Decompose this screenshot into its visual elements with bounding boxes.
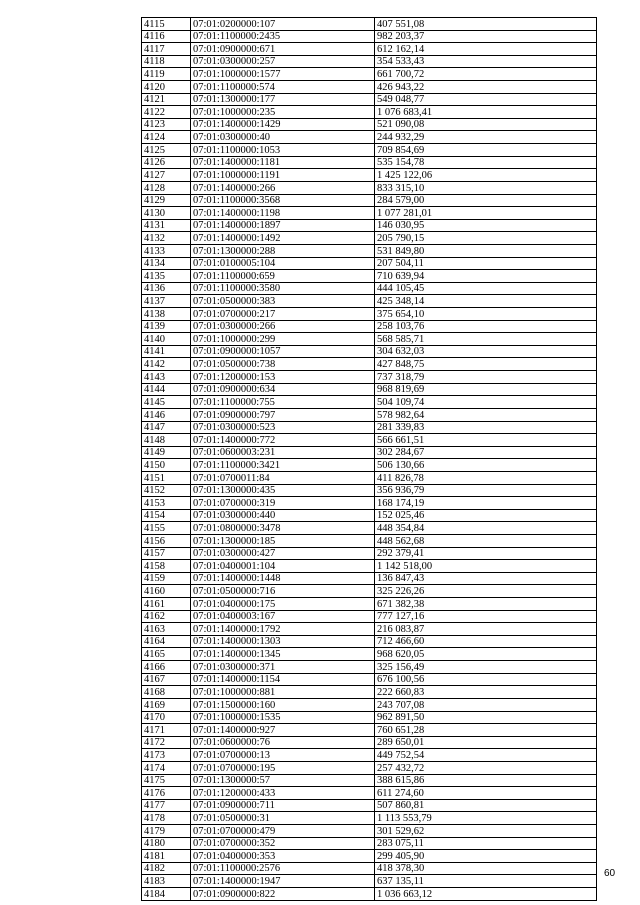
value-cell: 709 854,69 (375, 144, 597, 157)
table-row (142, 673, 597, 686)
cadastral-number-cell: 07:01:1300000:288 (191, 244, 375, 257)
value-cell: 304 632,03 (375, 345, 597, 358)
cadastral-number-cell: 07:01:1000000:235 (191, 106, 375, 119)
cadastral-number-cell: 07:01:0300000:371 (191, 661, 375, 674)
table-row (142, 610, 597, 623)
page-number: 60 (604, 868, 616, 879)
value-cell: 244 932,29 (375, 131, 597, 144)
table-row (142, 81, 597, 94)
value-cell: 281 339,83 (375, 421, 597, 434)
row-number-cell: 4141 (142, 345, 191, 358)
cadastral-number-cell: 07:01:0400000:175 (191, 598, 375, 611)
cadastral-number-cell: 07:01:0600003:231 (191, 446, 375, 459)
value-cell: 388 615,86 (375, 774, 597, 787)
row-number-cell: 4143 (142, 371, 191, 384)
cadastral-number-cell: 07:01:0500000:383 (191, 295, 375, 308)
row-number-cell: 4125 (142, 144, 191, 157)
row-number-cell: 4136 (142, 282, 191, 295)
row-number-cell: 4153 (142, 497, 191, 510)
value-cell: 1 077 281,01 (375, 207, 597, 220)
cadastral-number-cell: 07:01:1300000:57 (191, 774, 375, 787)
table-row (142, 144, 597, 157)
value-cell: 1 113 553,79 (375, 812, 597, 825)
table-row (142, 736, 597, 749)
value-cell: 356 936,79 (375, 484, 597, 497)
value-cell: 418 378,30 (375, 862, 597, 875)
value-cell: 216 083,87 (375, 623, 597, 636)
value-cell: 301 529,62 (375, 825, 597, 838)
cadastral-number-cell: 07:01:0900000:711 (191, 799, 375, 812)
table-row (142, 484, 597, 497)
table-row (142, 648, 597, 661)
cadastral-number-cell: 07:01:1000000:1191 (191, 169, 375, 182)
cadastral-number-cell: 07:01:1100000:755 (191, 396, 375, 409)
table-body (142, 18, 597, 901)
cadastral-number-cell: 07:01:1000000:299 (191, 333, 375, 346)
value-cell: 566 661,51 (375, 434, 597, 447)
value-cell: 737 318,79 (375, 371, 597, 384)
value-cell: 612 162,14 (375, 43, 597, 56)
cadastral-number-cell: 07:01:1100000:1053 (191, 144, 375, 157)
value-cell: 968 819,69 (375, 383, 597, 396)
row-number-cell: 4161 (142, 598, 191, 611)
row-number-cell: 4156 (142, 534, 191, 547)
table-row (142, 661, 597, 674)
table-row (142, 244, 597, 257)
table-row (142, 408, 597, 421)
value-cell: 222 660,83 (375, 686, 597, 699)
table-row (142, 585, 597, 598)
table-row (142, 888, 597, 901)
row-number-cell: 4117 (142, 43, 191, 56)
cadastral-number-cell: 07:01:1400000:1345 (191, 648, 375, 661)
row-number-cell: 4180 (142, 837, 191, 850)
table-row (142, 295, 597, 308)
table-row (142, 547, 597, 560)
cadastral-number-cell: 07:01:0400000:353 (191, 850, 375, 863)
table-row (142, 383, 597, 396)
table-row (142, 396, 597, 409)
value-cell: 535 154,78 (375, 156, 597, 169)
value-cell: 661 700,72 (375, 68, 597, 81)
row-number-cell: 4137 (142, 295, 191, 308)
cadastral-number-cell: 07:01:1400000:1448 (191, 572, 375, 585)
value-cell: 168 174,19 (375, 497, 597, 510)
table-row (142, 156, 597, 169)
row-number-cell: 4165 (142, 648, 191, 661)
cadastral-number-cell: 07:01:0300000:523 (191, 421, 375, 434)
value-cell: 568 585,71 (375, 333, 597, 346)
row-number-cell: 4171 (142, 724, 191, 737)
table-row (142, 560, 597, 573)
row-number-cell: 4127 (142, 169, 191, 182)
cadastral-number-cell: 07:01:0300000:257 (191, 55, 375, 68)
row-number-cell: 4183 (142, 875, 191, 888)
cadastral-number-cell: 07:01:0300000:266 (191, 320, 375, 333)
cadastral-number-cell: 07:01:0800000:3478 (191, 522, 375, 535)
value-cell: 407 551,08 (375, 18, 597, 31)
cadastral-number-cell: 07:01:0400003:167 (191, 610, 375, 623)
table-row (142, 93, 597, 106)
value-cell: 506 130,66 (375, 459, 597, 472)
value-cell: 427 848,75 (375, 358, 597, 371)
cadastral-number-cell: 07:01:0900000:671 (191, 43, 375, 56)
value-cell: 411 826,78 (375, 471, 597, 484)
row-number-cell: 4160 (142, 585, 191, 598)
table-row (142, 434, 597, 447)
row-number-cell: 4166 (142, 661, 191, 674)
value-cell: 549 048,77 (375, 93, 597, 106)
cadastral-number-cell: 07:01:1300000:435 (191, 484, 375, 497)
cadastral-number-cell: 07:01:0700000:195 (191, 761, 375, 774)
cadastral-number-cell: 07:01:1200000:433 (191, 787, 375, 800)
table-row (142, 43, 597, 56)
value-cell: 146 030,95 (375, 219, 597, 232)
table-row (142, 837, 597, 850)
cadastral-number-cell: 07:01:0500000:738 (191, 358, 375, 371)
value-cell: 611 274,60 (375, 787, 597, 800)
table-row (142, 862, 597, 875)
table-row (142, 787, 597, 800)
table-row (142, 749, 597, 762)
cadastral-number-cell: 07:01:0500000:31 (191, 812, 375, 825)
cadastral-number-cell: 07:01:1100000:659 (191, 270, 375, 283)
table-row (142, 522, 597, 535)
row-number-cell: 4182 (142, 862, 191, 875)
row-number-cell: 4162 (142, 610, 191, 623)
row-number-cell: 4122 (142, 106, 191, 119)
table-row (142, 421, 597, 434)
cadastral-number-cell: 07:01:0100005:104 (191, 257, 375, 270)
cadastral-number-cell: 07:01:1400000:1947 (191, 875, 375, 888)
value-cell: 292 379,41 (375, 547, 597, 560)
row-number-cell: 4147 (142, 421, 191, 434)
row-number-cell: 4139 (142, 320, 191, 333)
row-number-cell: 4175 (142, 774, 191, 787)
value-cell: 257 432,72 (375, 761, 597, 774)
row-number-cell: 4138 (142, 308, 191, 321)
row-number-cell: 4163 (142, 623, 191, 636)
row-number-cell: 4152 (142, 484, 191, 497)
row-number-cell: 4115 (142, 18, 191, 31)
row-number-cell: 4172 (142, 736, 191, 749)
value-cell: 637 135,11 (375, 875, 597, 888)
value-cell: 243 707,08 (375, 698, 597, 711)
cadastral-number-cell: 07:01:1200000:153 (191, 371, 375, 384)
cadastral-number-cell: 07:01:1500000:160 (191, 698, 375, 711)
cadastral-number-cell: 07:01:1400000:1492 (191, 232, 375, 245)
table-row (142, 774, 597, 787)
row-number-cell: 4170 (142, 711, 191, 724)
cadastral-number-cell: 07:01:0600000:76 (191, 736, 375, 749)
row-number-cell: 4133 (142, 244, 191, 257)
row-number-cell: 4130 (142, 207, 191, 220)
value-cell: 676 100,56 (375, 673, 597, 686)
cadastral-number-cell: 07:01:0700000:352 (191, 837, 375, 850)
table-row (142, 572, 597, 585)
table-row (142, 850, 597, 863)
cadastral-value-table (141, 17, 597, 901)
table-row (142, 232, 597, 245)
row-number-cell: 4184 (142, 888, 191, 901)
value-cell: 444 105,45 (375, 282, 597, 295)
value-cell: 777 127,16 (375, 610, 597, 623)
row-number-cell: 4135 (142, 270, 191, 283)
cadastral-number-cell: 07:01:0300000:440 (191, 509, 375, 522)
value-cell: 299 405,90 (375, 850, 597, 863)
row-number-cell: 4124 (142, 131, 191, 144)
row-number-cell: 4134 (142, 257, 191, 270)
table-row (142, 257, 597, 270)
table-row (142, 207, 597, 220)
table-row (142, 799, 597, 812)
value-cell: 375 654,10 (375, 308, 597, 321)
table-row (142, 320, 597, 333)
row-number-cell: 4129 (142, 194, 191, 207)
cadastral-number-cell: 07:01:0900000:634 (191, 383, 375, 396)
value-cell: 448 562,68 (375, 534, 597, 547)
value-cell: 504 109,74 (375, 396, 597, 409)
value-cell: 325 226,26 (375, 585, 597, 598)
table-row (142, 446, 597, 459)
row-number-cell: 4144 (142, 383, 191, 396)
table-row (142, 875, 597, 888)
value-cell: 521 090,08 (375, 118, 597, 131)
table-row (142, 282, 597, 295)
table-row (142, 698, 597, 711)
table-row (142, 686, 597, 699)
row-number-cell: 4140 (142, 333, 191, 346)
row-number-cell: 4118 (142, 55, 191, 68)
cadastral-number-cell: 07:01:0700000:319 (191, 497, 375, 510)
row-number-cell: 4181 (142, 850, 191, 863)
table-row (142, 635, 597, 648)
cadastral-number-cell: 07:01:0400001:104 (191, 560, 375, 573)
value-cell: 962 891,50 (375, 711, 597, 724)
row-number-cell: 4173 (142, 749, 191, 762)
cadastral-number-cell: 07:01:0700000:13 (191, 749, 375, 762)
row-number-cell: 4149 (142, 446, 191, 459)
value-cell: 136 847,43 (375, 572, 597, 585)
row-number-cell: 4145 (142, 396, 191, 409)
table-row (142, 509, 597, 522)
cadastral-number-cell: 07:01:1400000:927 (191, 724, 375, 737)
cadastral-number-cell: 07:01:1100000:2435 (191, 30, 375, 43)
value-cell: 507 860,81 (375, 799, 597, 812)
cadastral-number-cell: 07:01:0900000:797 (191, 408, 375, 421)
value-cell: 1 036 663,12 (375, 888, 597, 901)
row-number-cell: 4168 (142, 686, 191, 699)
row-number-cell: 4151 (142, 471, 191, 484)
value-cell: 207 504,11 (375, 257, 597, 270)
table-row (142, 131, 597, 144)
table-row (142, 219, 597, 232)
cadastral-number-cell: 07:01:1000000:1535 (191, 711, 375, 724)
row-number-cell: 4177 (142, 799, 191, 812)
cadastral-number-cell: 07:01:0900000:822 (191, 888, 375, 901)
row-number-cell: 4150 (142, 459, 191, 472)
value-cell: 531 849,80 (375, 244, 597, 257)
table-row (142, 181, 597, 194)
value-cell: 284 579,00 (375, 194, 597, 207)
cadastral-number-cell: 07:01:1100000:3580 (191, 282, 375, 295)
table-row (142, 598, 597, 611)
value-cell: 302 284,67 (375, 446, 597, 459)
row-number-cell: 4174 (142, 761, 191, 774)
cadastral-number-cell: 07:01:1400000:1198 (191, 207, 375, 220)
row-number-cell: 4167 (142, 673, 191, 686)
row-number-cell: 4119 (142, 68, 191, 81)
cadastral-number-cell: 07:01:1100000:574 (191, 81, 375, 94)
row-number-cell: 4164 (142, 635, 191, 648)
value-cell: 1 142 518,00 (375, 560, 597, 573)
cadastral-number-cell: 07:01:0300000:427 (191, 547, 375, 560)
value-cell: 448 354,84 (375, 522, 597, 535)
table-row (142, 118, 597, 131)
row-number-cell: 4157 (142, 547, 191, 560)
value-cell: 258 103,76 (375, 320, 597, 333)
table-row (142, 711, 597, 724)
table-row (142, 358, 597, 371)
cadastral-number-cell: 07:01:1400000:772 (191, 434, 375, 447)
row-number-cell: 4178 (142, 812, 191, 825)
cadastral-number-cell: 07:01:1400000:1792 (191, 623, 375, 636)
value-cell: 578 982,64 (375, 408, 597, 421)
value-cell: 982 203,37 (375, 30, 597, 43)
table-row (142, 106, 597, 119)
cadastral-number-cell: 07:01:1100000:3568 (191, 194, 375, 207)
table-row (142, 68, 597, 81)
value-cell: 289 650,01 (375, 736, 597, 749)
row-number-cell: 4123 (142, 118, 191, 131)
value-cell: 712 466,60 (375, 635, 597, 648)
value-cell: 1 076 683,41 (375, 106, 597, 119)
row-number-cell: 4142 (142, 358, 191, 371)
table-row (142, 459, 597, 472)
table-row (142, 169, 597, 182)
cadastral-number-cell: 07:01:0700000:479 (191, 825, 375, 838)
row-number-cell: 4159 (142, 572, 191, 585)
row-number-cell: 4179 (142, 825, 191, 838)
value-cell: 425 348,14 (375, 295, 597, 308)
table-row (142, 724, 597, 737)
value-cell: 760 651,28 (375, 724, 597, 737)
cadastral-number-cell: 07:01:0700000:217 (191, 308, 375, 321)
table-row (142, 18, 597, 31)
table-row (142, 308, 597, 321)
table-row (142, 333, 597, 346)
cadastral-number-cell: 07:01:1000000:1577 (191, 68, 375, 81)
value-cell: 325 156,49 (375, 661, 597, 674)
table-row (142, 471, 597, 484)
cadastral-number-cell: 07:01:1400000:1181 (191, 156, 375, 169)
row-number-cell: 4120 (142, 81, 191, 94)
cadastral-number-cell: 07:01:0500000:716 (191, 585, 375, 598)
cadastral-number-cell: 07:01:1100000:3421 (191, 459, 375, 472)
table-row (142, 55, 597, 68)
value-cell: 449 752,54 (375, 749, 597, 762)
value-cell: 1 425 122,06 (375, 169, 597, 182)
value-cell: 968 620,05 (375, 648, 597, 661)
cadastral-number-cell: 07:01:0300000:40 (191, 131, 375, 144)
cadastral-number-cell: 07:01:0900000:1057 (191, 345, 375, 358)
table-row (142, 623, 597, 636)
row-number-cell: 4176 (142, 787, 191, 800)
table-row (142, 194, 597, 207)
table-row (142, 812, 597, 825)
cadastral-number-cell: 07:01:1400000:1303 (191, 635, 375, 648)
cadastral-number-cell: 07:01:1300000:185 (191, 534, 375, 547)
cadastral-number-cell: 07:01:1000000:881 (191, 686, 375, 699)
value-cell: 354 533,43 (375, 55, 597, 68)
cadastral-number-cell: 07:01:0700011:84 (191, 471, 375, 484)
cadastral-number-cell: 07:01:1100000:2576 (191, 862, 375, 875)
value-cell: 283 075,11 (375, 837, 597, 850)
table-row (142, 345, 597, 358)
value-cell: 205 790,15 (375, 232, 597, 245)
cadastral-number-cell: 07:01:1300000:177 (191, 93, 375, 106)
row-number-cell: 4128 (142, 181, 191, 194)
table-row (142, 497, 597, 510)
row-number-cell: 4148 (142, 434, 191, 447)
cadastral-number-cell: 07:01:1400000:1897 (191, 219, 375, 232)
cadastral-number-cell: 07:01:1400000:1154 (191, 673, 375, 686)
table-row (142, 825, 597, 838)
row-number-cell: 4121 (142, 93, 191, 106)
row-number-cell: 4132 (142, 232, 191, 245)
row-number-cell: 4154 (142, 509, 191, 522)
row-number-cell: 4155 (142, 522, 191, 535)
cadastral-number-cell: 07:01:1400000:266 (191, 181, 375, 194)
value-cell: 426 943,22 (375, 81, 597, 94)
row-number-cell: 4158 (142, 560, 191, 573)
row-number-cell: 4131 (142, 219, 191, 232)
cadastral-number-cell: 07:01:1400000:1429 (191, 118, 375, 131)
table-row (142, 534, 597, 547)
row-number-cell: 4146 (142, 408, 191, 421)
table-row (142, 371, 597, 384)
table-row (142, 761, 597, 774)
value-cell: 152 025,46 (375, 509, 597, 522)
table-row (142, 270, 597, 283)
value-cell: 671 382,38 (375, 598, 597, 611)
value-cell: 833 315,10 (375, 181, 597, 194)
row-number-cell: 4169 (142, 698, 191, 711)
row-number-cell: 4126 (142, 156, 191, 169)
cadastral-number-cell: 07:01:0200000:107 (191, 18, 375, 31)
value-cell: 710 639,94 (375, 270, 597, 283)
row-number-cell: 4116 (142, 30, 191, 43)
table-row (142, 30, 597, 43)
